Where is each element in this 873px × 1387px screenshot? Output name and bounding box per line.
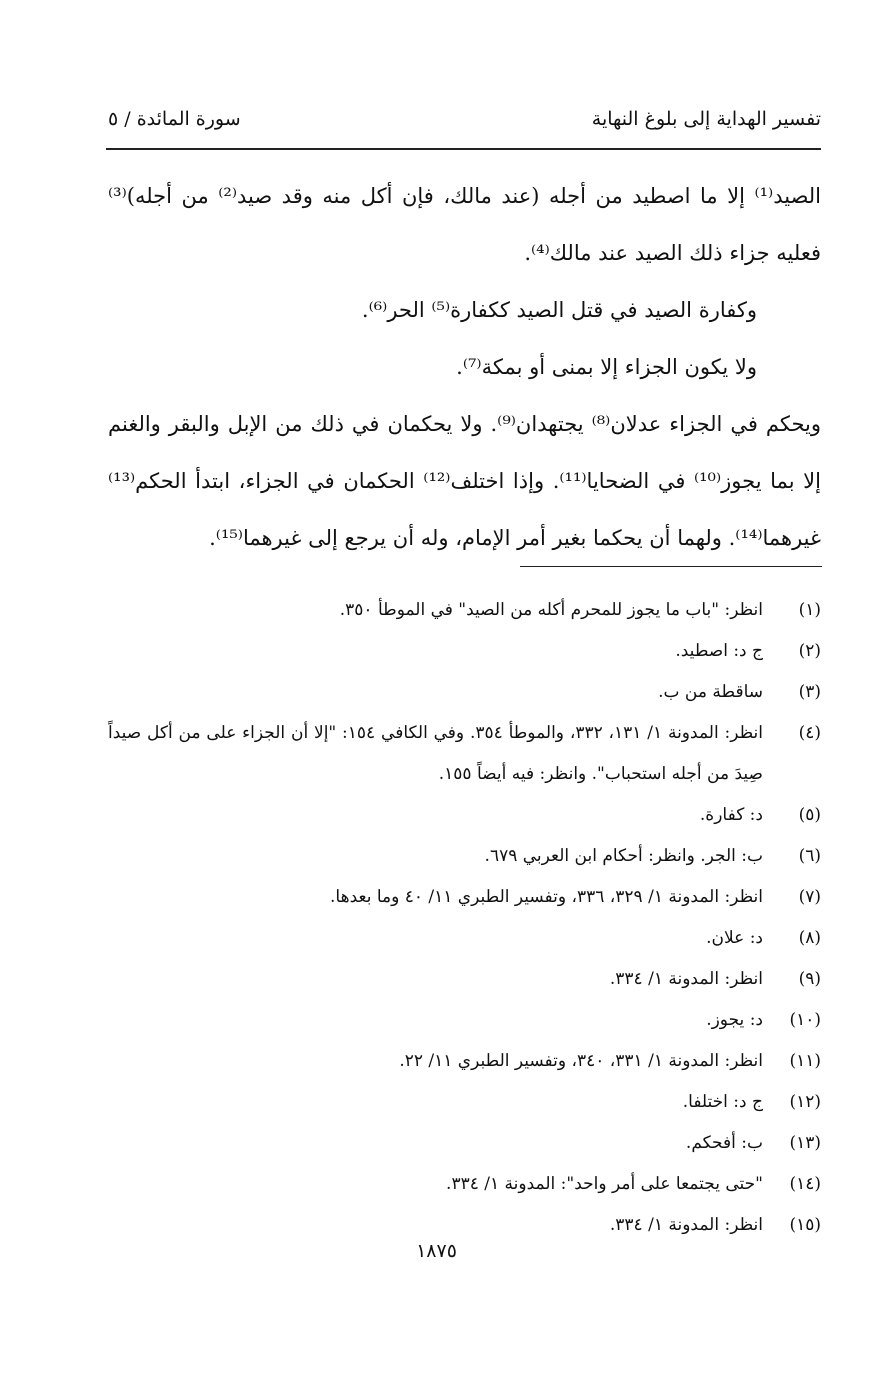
footnote-number: (٧) — [798, 887, 821, 907]
footnote-text: ب: الجر. وانظر: أحكام ابن العربي ٦٧٩. — [484, 846, 763, 866]
footnotes — [108, 590, 821, 1246]
paragraph-1: الصيد⁽¹⁾ إلا ما اصطيد من أجله (عند مالك، فإن أكل منه وقد صيد⁽²⁾ من أجله)⁽³⁾ فعليه جزاء ذلك الصيد عند مالك⁽⁴⁾. — [108, 184, 822, 265]
footnote-number: (١٤) — [789, 1174, 821, 1194]
footnote-text: ب: أفحكم. — [685, 1133, 763, 1153]
footnote-number: (١٢) — [789, 1092, 821, 1112]
footnote-text: انظر: المدونة ١/ ١٣١، ٣٣٢، والموطأ ٣٥٤. وفي الكافي ١٥٤: "إلا أن الجزاء على من أكل صيداً صِيدَ من أجله استحباب". وانظر: فيه أيضاً ١٥٥. — [108, 723, 763, 784]
footnote-text: ج د: اصطيد. — [675, 641, 763, 661]
footnote-number: (١٣) — [789, 1133, 821, 1153]
footnote-text: انظر: المدونة ١/ ٣٣٤. — [609, 1215, 763, 1235]
footnote-text: د: يجوز. — [706, 1010, 763, 1030]
footnote-divider — [520, 566, 822, 567]
footnote-item — [108, 631, 821, 672]
paragraph-2: وكفارة الصيد في قتل الصيد ككفارة⁽⁵⁾ الحر⁽⁶⁾. — [361, 298, 757, 322]
footnote-item — [108, 959, 821, 1000]
footnote-item — [108, 918, 821, 959]
footnote-item — [108, 1123, 821, 1164]
footnote-text: ساقطة من ب. — [658, 682, 763, 702]
running-header — [108, 108, 821, 142]
footnote-item — [108, 1082, 821, 1123]
footnote-text: انظر: "باب ما يجوز للمحرم أكله من الصيد" في الموطأ ٣٥٠. — [339, 600, 763, 620]
page-number: ١٨٧٥ — [416, 1240, 457, 1262]
main-text — [108, 168, 821, 567]
footnote-text: "حتى يجتمعا على أمر واحد": المدونة ١/ ٣٣٤. — [446, 1174, 763, 1194]
footnote-item — [108, 590, 821, 631]
footnote-text: ج د: اختلفا. — [682, 1092, 763, 1112]
footnote-item — [108, 877, 821, 918]
footnote-number: (٩) — [798, 969, 821, 989]
footnote-number: (٦) — [798, 846, 821, 866]
book-title: تفسير الهداية إلى بلوغ النهاية — [591, 108, 821, 130]
footnote-item — [108, 795, 821, 836]
paragraph-3: ولا يكون الجزاء إلا بمنى أو بمكة⁽⁷⁾. — [456, 355, 757, 379]
footnote-item — [108, 1164, 821, 1205]
footnote-number: (١١) — [789, 1051, 821, 1071]
footnote-number: (١٥) — [789, 1215, 821, 1235]
footnote-item — [108, 1000, 821, 1041]
footnote-number: (٢) — [798, 641, 821, 661]
footnote-item — [108, 1041, 821, 1082]
footnote-number: (١) — [798, 600, 821, 620]
header-divider — [106, 148, 821, 150]
footnote-text: د: كفارة. — [699, 805, 763, 825]
footnote-number: (٤) — [798, 723, 821, 743]
footnote-text: د: علان. — [706, 928, 763, 948]
surah-section: سورة المائدة / ٥ — [108, 108, 241, 130]
footnote-item — [108, 672, 821, 713]
footnote-number: (٣) — [798, 682, 821, 702]
paragraph-4: ويحكم في الجزاء عدلان⁽⁸⁾ يجتهدان⁽⁹⁾. ولا يحكمان في ذلك من الإبل والبقر والغنم إلا بما يجوز⁽¹⁰⁾ في الضحايا⁽¹¹⁾. وإذا اختلف⁽¹²⁾ الحكمان في الجزاء، ابتدأ الحكم⁽¹³⁾ غيرهما⁽¹⁴⁾. ولهما أن يحكما بغير أمر الإمام، وله أن يرجع إلى غيرهما⁽¹⁵⁾. — [108, 412, 821, 550]
footnote-item — [108, 836, 821, 877]
footnote-text: انظر: المدونة ١/ ٣٢٩، ٣٣٦، وتفسير الطبري ١١/ ٤٠ وما بعدها. — [330, 887, 763, 907]
footnote-text: انظر: المدونة ١/ ٣٣٤. — [609, 969, 763, 989]
footnote-text: انظر: المدونة ١/ ٣٣١، ٣٤٠، وتفسير الطبري ١١/ ٢٢. — [399, 1051, 763, 1071]
footnote-number: (٨) — [798, 928, 821, 948]
footnote-number: (١٠) — [789, 1010, 821, 1030]
footnote-item — [108, 713, 821, 795]
footnote-number: (٥) — [798, 805, 821, 825]
